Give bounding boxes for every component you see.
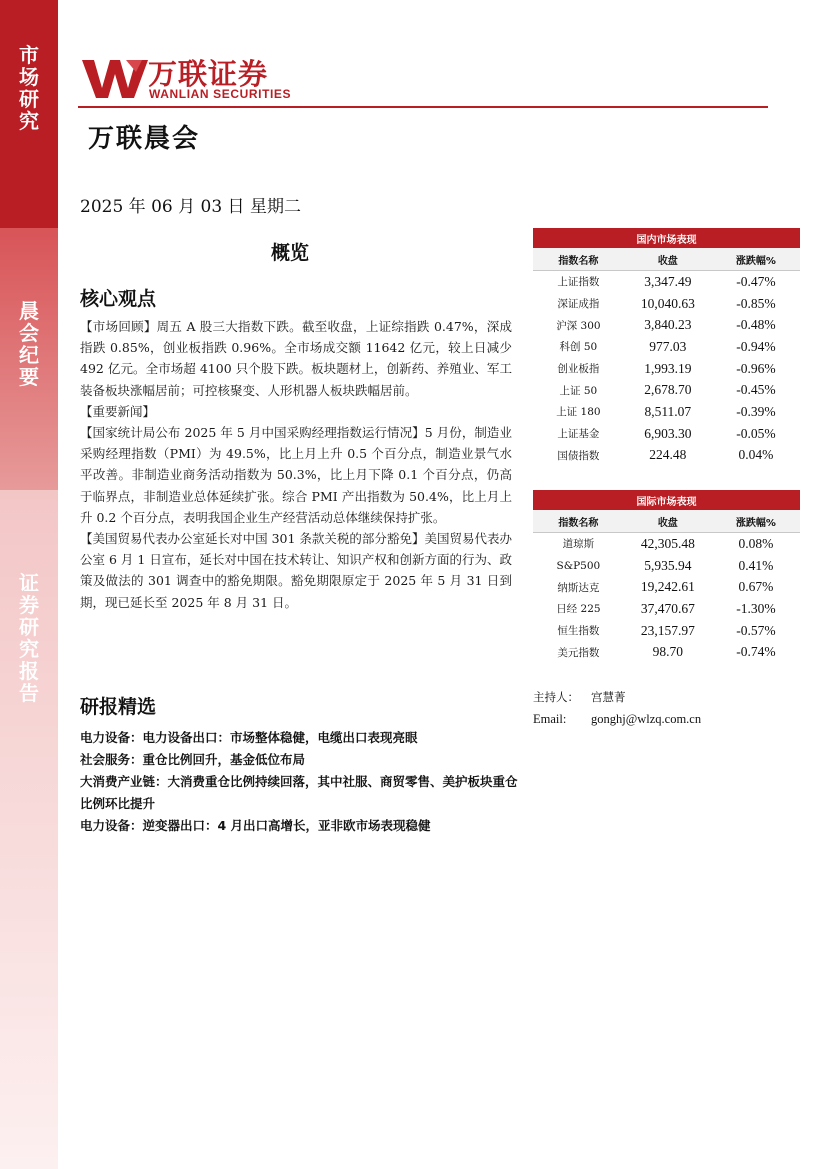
column-header-close: 收盘 [624,510,712,533]
close-value-cell: 10,040.63 [640,295,695,311]
table-row [533,271,800,293]
close-value-cell: 224.48 [649,447,687,463]
host-name: 宫慧菁 [591,690,626,704]
research-picks-heading: 研报精选 [80,696,157,718]
research-pick-item[interactable]: 电力设备：逆变器出口：4 月出口高增长，亚非欧市场表现稳健 [80,818,431,833]
research-pick-item[interactable]: 大消费产业链：大消费重仓比例持续回落，其中社服、商贸零售、美护板块重仓比例环比提升 [80,774,518,811]
index-name-cell: 美元指数 [557,646,600,659]
index-name-cell: 科创 50 [559,341,598,354]
table-row [533,379,800,401]
brand-name-cn: 万联证券 [148,57,269,91]
close-value-cell: 1,993.19 [644,360,692,376]
email-label: Email: [533,712,567,726]
table-row [533,620,800,642]
table-row [533,314,800,336]
change-pct-cell: -0.48% [736,317,776,333]
close-value-cell: 3,840.23 [644,317,692,333]
paragraph-news-label: 【重要新闻】 [80,403,156,419]
table-row [533,445,800,467]
close-value-cell: 23,157.97 [640,622,695,638]
close-value-cell: 8,511.07 [644,403,692,419]
table-row [533,358,800,380]
report-title: 万联晨会 [88,124,201,154]
column-header-index: 指数名称 [533,248,624,271]
change-pct-cell: 0.08% [738,535,774,551]
paragraph-ustr-news: 【美国贸易代表办公室延长对中国 301 条款关税的部分豁免】美国贸易代表办公室 6 月 1 日宣布，延长对中国在技术转让、知识产权和创新方面的行为、政策及做法的 301 调查中的豁免期限。豁免期限原定于 2025 年 5 月 31 日到期，现已延长至 2025 年 8 月 31 日。 [80,531,512,610]
column-header-index: 指数名称 [533,510,624,533]
change-pct-cell: 0.67% [738,579,774,595]
table-row [533,423,800,445]
international-market-table [533,490,800,663]
table-row [533,336,800,358]
host-line [533,689,626,705]
close-value-cell: 6,903.30 [644,425,692,441]
index-name-cell: 上证 180 [556,406,601,419]
change-pct-cell: -0.94% [736,338,776,354]
research-pick-item[interactable]: 电力设备：电力设备出口：市场整体稳健，电缆出口表现亮眼 [80,730,418,745]
table-row [533,598,800,620]
change-pct-cell: -1.30% [736,600,776,616]
index-name-cell: 日经 225 [556,603,601,616]
close-value-cell: 42,305.48 [640,535,695,551]
close-value-cell: 19,242.61 [640,579,695,595]
change-pct-cell: -0.39% [736,403,776,419]
index-name-cell: 深证成指 [557,298,600,311]
index-name-cell: 上证指数 [557,276,600,289]
overview-heading: 概览 [271,242,310,264]
close-value-cell: 37,470.67 [640,600,695,616]
report-date: 2025 年 06 月 03 日 星期二 [80,197,301,217]
table-row [533,401,800,423]
sidebar-band [0,0,58,1169]
index-name-cell: 恒生指数 [557,625,600,638]
change-pct-cell: -0.57% [736,622,776,638]
domestic-market-table [533,228,800,466]
close-value-cell: 2,678.70 [644,382,692,398]
index-name-cell: S&P500 [556,559,601,572]
core-view-heading: 核心观点 [80,288,157,310]
change-pct-cell: -0.05% [736,425,776,441]
core-view-body [80,316,512,613]
change-pct-cell: -0.74% [736,644,776,660]
close-value-cell: 5,935.94 [644,557,692,573]
index-name-cell: 沪深 300 [556,319,601,332]
change-pct-cell: -0.47% [736,273,776,289]
table-row [533,293,800,315]
paragraph-pmi-news: 【国家统计局公布 2025 年 5 月中国采购经理指数运行情况】5 月份，制造业采购经理指数（PMI）为 49.5%，比上月上升 0.5 个百分点，制造业景气水平改善。非制造业商务活动指数为 50.3%，比上月下降 0.1 个百分点，仍高于临界点，非制造业总体延续扩张。综合 PMI 产出指数为 50.4%，比上月上升 0.2 个百分点，表明我国企业生产经营活动总体继续保持扩张。 [80,425,512,525]
close-value-cell: 977.03 [649,338,687,354]
research-picks-list [80,727,520,837]
index-name-cell: 创业板指 [557,363,600,376]
table-row [533,641,800,663]
index-name-cell: 上证基金 [557,428,600,441]
sidebar-label-morning-notes: 晨 会 纪 要 [19,299,39,389]
close-value-cell: 3,347.49 [644,273,692,289]
host-label: 主持人： [533,690,579,704]
header-divider [78,106,768,108]
email-address[interactable]: gonghj@wlzq.com.cn [591,712,702,726]
table-row [533,555,800,577]
sidebar-label-market-research: 市 场 研 究 [19,43,39,133]
international-market-caption: 国际市场表现 [533,490,800,510]
close-value-cell: 98.70 [652,644,683,660]
index-name-cell: 国债指数 [557,449,600,462]
column-header-change: 涨跌幅% [712,510,800,533]
domestic-market-caption: 国内市场表现 [533,228,800,248]
column-header-close: 收盘 [624,248,712,271]
change-pct-cell: -0.96% [736,360,776,376]
change-pct-cell: 0.04% [738,447,774,463]
email-line [533,712,701,727]
column-header-change: 涨跌幅% [712,248,800,271]
index-name-cell: 纳斯达克 [557,581,600,594]
index-name-cell: 道琼斯 [562,538,595,551]
index-name-cell: 上证 50 [559,384,598,397]
research-pick-item[interactable]: 社会服务：重仓比例回升，基金低位布局 [80,752,306,767]
change-pct-cell: -0.85% [736,295,776,311]
paragraph-market-review: 【市场回顾】周五 A 股三大指数下跌。截至收盘，上证综指跌 0.47%，深成指跌 0.85%，创业板指跌 0.96%。全市场成交额 11642 亿元，较上日减少 492 亿元。全市场超 4100 只个股下跌。板块题材上，创新药、养殖业、军工装备板块涨幅居前；可控核聚变、人形机器人板块跌幅居前。 [80,319,512,398]
table-row [533,533,800,555]
brand-name-en: WANLIAN SECURITIES [149,87,292,101]
table-row [533,576,800,598]
change-pct-cell: 0.41% [738,557,774,573]
change-pct-cell: -0.45% [736,382,776,398]
sidebar-label-research-report: 证 券 研 究 报 告 [19,571,39,705]
